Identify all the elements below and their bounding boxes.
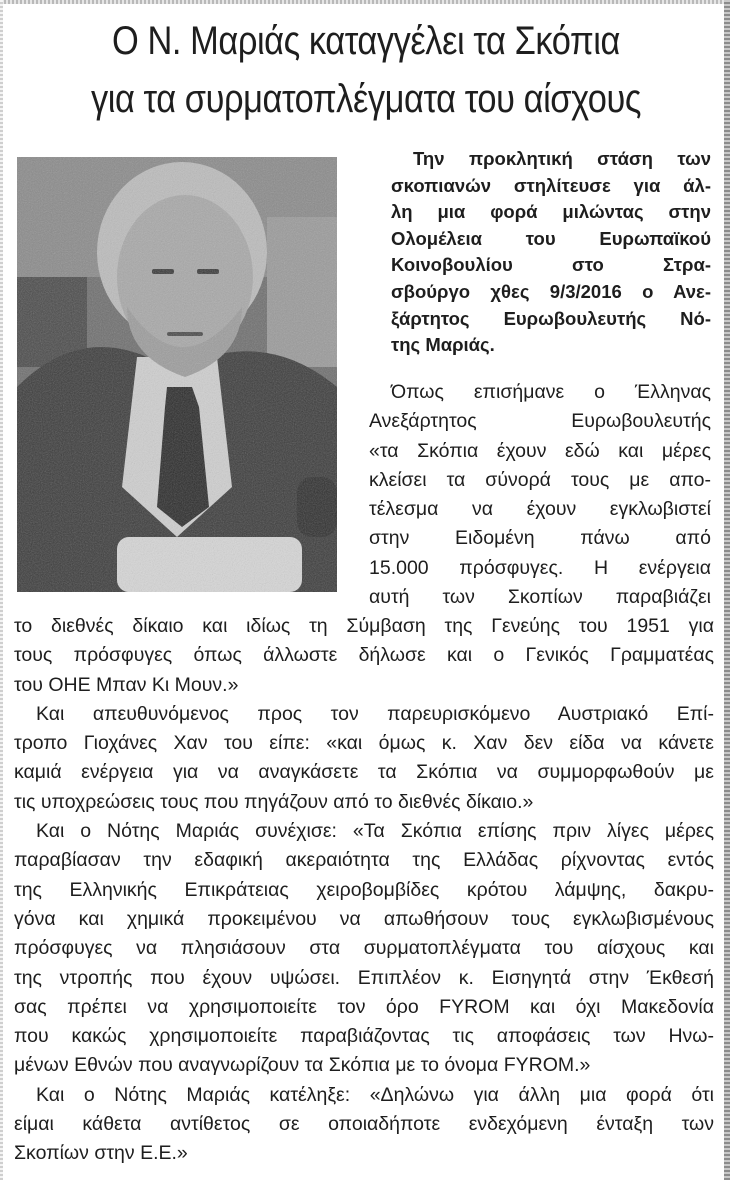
body-line: μένων Εθνών που αναγνωρίζουν τα Σκόπια με το όνομα FYROM.» (14, 1054, 591, 1077)
headline-line-1: Ο Ν. Μαριάς καταγγέλει τα Σκόπια (112, 19, 620, 63)
intro-line: λη μια φορά μιλώντας στην (391, 201, 711, 223)
body-line: είμαι κάθετα αντίθετος σε οποιαδήποτε ενδεχόμενη ένταξη των (14, 1113, 714, 1136)
intro-paragraph (369, 146, 711, 359)
paragraph-4 (14, 1081, 714, 1169)
left-border (0, 0, 3, 1180)
body-line: στην Ειδομένη πάνω από (369, 527, 711, 550)
body-line: το διεθνές δίκαιο και ιδίως τη Σύμβαση της Γενεύης του 1951 για (14, 615, 714, 637)
intro-line: Ολομέλεια του Ευρωπαϊκού (391, 227, 711, 249)
body-line: Όπως επισήμανε ο Έλληνας (391, 381, 711, 403)
body-line: της ντροπής που έχουν υψώσει. Επιπλέον κ. Εισηγητά στην Έκθεσή (14, 966, 714, 989)
body-line: Και ο Νότης Μαριάς κατέληξε: «Δηλώνω για άλλη μια φορά ότι (36, 1083, 714, 1106)
body-line: τέλεσμα να έχουν εγκλωβιστεί (369, 498, 711, 521)
intro-line: Κοινοβουλίου στο Στρα- (391, 254, 711, 276)
full-width-text (14, 612, 714, 1169)
body-line: παραβίασαν την εδαφική ακεραιότητα της Ελλάδας ρίχνοντας εντός (14, 849, 714, 872)
body-line: Και απευθυνόμενος προς τον παρευρισκόμενο Αυστριακό Επί- (36, 702, 714, 725)
paragraph-3 (14, 817, 714, 1081)
body-line: τροπο Γιοχάνες Χαν του είπε: «και όμως κ. Χαν δεν είδα να κάνετε (14, 732, 714, 755)
body-line: Ανεξάρτητος Ευρωβουλευτής (369, 410, 711, 433)
body-line: Σκοπίων στην Ε.Ε.» (14, 1142, 188, 1165)
body-line: τους πρόσφυγες όπως άλλωστε δήλωσε και ο Γενικός Γραμματέας (14, 644, 714, 667)
paragraph-1-continued (14, 612, 714, 700)
intro-line: της Μαριάς. (391, 334, 495, 356)
intro-line: σβούργο χθες 9/3/2016 ο Ανε- (391, 280, 711, 302)
intro-line: σκοπιανών στηλίτευσε για άλ- (391, 174, 711, 196)
intro-line: ξάρτητος Ευρωβουλευτής Νό- (391, 307, 711, 329)
body-line: «τα Σκόπια έχουν εδώ και μέρες (369, 439, 711, 462)
body-line: πρόσφυγες να πλησιάσουν στα συρματοπλέγματα του αίσχους και (14, 937, 714, 960)
intro-line: Την προκλητική στάση των (413, 148, 711, 169)
body-line: αυτή των Σκοπίων παραβιάζει (369, 586, 711, 609)
portrait-photo (17, 157, 337, 592)
body-line: καμιά ενέργεια για να αναγκάσετε τα Σκόπια να συμμορφωθούν με (14, 761, 714, 784)
paragraph-2 (14, 700, 714, 817)
headline (60, 12, 672, 128)
body-line: Και ο Νότης Μαριάς συνέχισε: «Τα Σκόπια επίσης πριν λίγες μέρες (36, 820, 714, 843)
body-line: κλείσει τα σύνορά τους με απο- (369, 468, 711, 491)
body-line: σας πρέπει να χρησιμοποιείτε τον όρο FYROM και όχι Μακεδονία (14, 995, 714, 1018)
headline-line-2: για τα συρματοπλέγματα του αίσχους (90, 77, 642, 121)
column-paragraph (369, 378, 711, 612)
body-line: του ΟΗΕ Μπαν Κι Μουν.» (14, 673, 239, 696)
body-line: 15.000 πρόσφυγες. Η ενέργεια (369, 556, 711, 579)
body-line: της Ελληνικής Επικράτειας χειροβομβίδες κρότου λάμψης, δακρυ- (14, 878, 714, 901)
top-border (0, 0, 728, 4)
body-line: τις υποχρεώσεις τους που πηγάζουν από το διεθνές δίκαιο.» (14, 790, 534, 813)
body-line: που κακώς χρησιμοποιείτε παραβιάζοντας τις αποφάσεις των Ηνω- (14, 1025, 714, 1048)
right-column-border (724, 0, 730, 1180)
body-line: γόνα και χημικά προκειμένου να απωθήσουν τους εγκλωβισμένους (14, 907, 714, 930)
